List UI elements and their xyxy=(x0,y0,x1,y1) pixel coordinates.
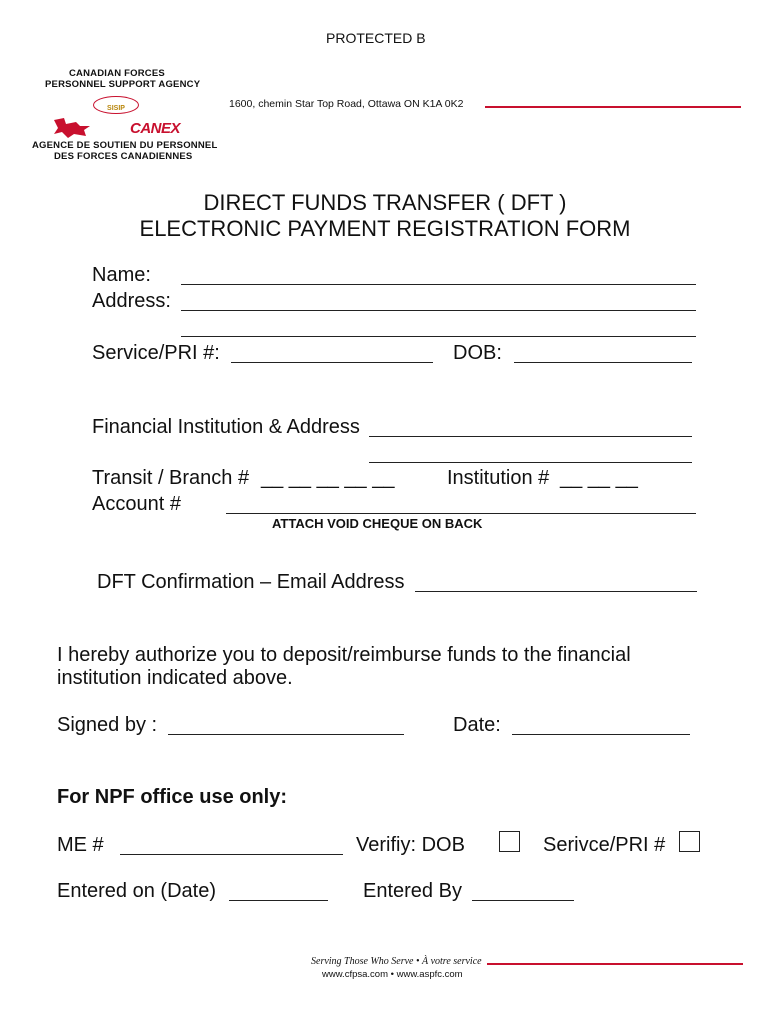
dob-label: DOB: xyxy=(453,342,502,364)
financial-institution-field-line2[interactable] xyxy=(369,444,692,463)
form-title-line1: DIRECT FUNDS TRANSFER ( DFT ) xyxy=(203,190,567,215)
org-en-line2: PERSONNEL SUPPORT AGENCY xyxy=(45,79,201,90)
account-label: Account # xyxy=(92,493,181,515)
footer-urls: www.cfpsa.com • www.aspfc.com xyxy=(322,969,463,980)
name-label: Name: xyxy=(92,264,151,286)
protected-label: PROTECTED B xyxy=(326,30,426,46)
org-fr-line1: AGENCE DE SOUTIEN DU PERSONNEL xyxy=(32,140,218,151)
verify-dob-label: Verifiy: DOB xyxy=(356,834,465,856)
header-red-rule xyxy=(485,106,741,108)
sisip-logo xyxy=(93,96,139,114)
dft-email-field[interactable] xyxy=(415,573,697,592)
org-fr-line2: DES FORCES CANADIENNES xyxy=(54,151,193,162)
entered-on-label: Entered on (Date) xyxy=(57,880,216,902)
name-field[interactable] xyxy=(181,266,696,285)
date-label: Date: xyxy=(453,714,501,736)
institution-number-label: Institution # xyxy=(447,467,550,489)
dft-email-label: DFT Confirmation – Email Address xyxy=(97,571,405,593)
financial-institution-field-line1[interactable] xyxy=(369,418,692,437)
date-field[interactable] xyxy=(512,716,690,735)
attach-void-cheque-note: ATTACH VOID CHEQUE ON BACK xyxy=(272,516,483,531)
entered-by-field[interactable] xyxy=(472,882,574,901)
service-pri-label: Service/PRI #: xyxy=(92,342,220,364)
footer-tagline: Serving Those Who Serve • À votre service xyxy=(311,956,482,967)
account-field[interactable] xyxy=(226,495,696,514)
signature-field[interactable] xyxy=(168,716,404,735)
authorization-text-line2: institution indicated above. xyxy=(57,667,293,689)
verify-dob-checkbox[interactable] xyxy=(499,831,520,852)
org-en-line1: CANADIAN FORCES xyxy=(69,68,165,79)
office-use-heading: For NPF office use only: xyxy=(57,786,288,808)
transit-branch-field[interactable]: __ __ __ __ __ xyxy=(261,467,395,489)
authorization-text-line1: I hereby authorize you to deposit/reimburse funds to the financial xyxy=(57,644,631,666)
org-name-fr xyxy=(32,140,217,162)
entered-by-label: Entered By xyxy=(363,880,462,902)
canex-logo: CANEX xyxy=(130,120,181,137)
address-label: Address: xyxy=(92,290,171,312)
financial-institution-label: Financial Institution & Address xyxy=(92,416,360,438)
cfpsa-leaf-icon xyxy=(50,116,92,138)
address-field-line1[interactable] xyxy=(181,292,696,311)
dob-field[interactable] xyxy=(514,344,692,363)
transit-branch-label: Transit / Branch # xyxy=(92,467,250,489)
institution-number-field[interactable]: __ __ __ xyxy=(560,467,638,489)
verify-service-checkbox[interactable] xyxy=(679,831,700,852)
footer-red-rule xyxy=(487,963,743,965)
signed-by-label: Signed by : xyxy=(57,714,158,736)
agency-address: 1600, chemin Star Top Road, Ottawa ON K1A 0K2 xyxy=(229,98,464,110)
org-name-en xyxy=(45,68,200,90)
me-number-field[interactable] xyxy=(120,836,343,855)
form-title-line2: ELECTRONIC PAYMENT REGISTRATION FORM xyxy=(139,216,631,241)
service-pri-field[interactable] xyxy=(231,344,433,363)
me-number-label: ME # xyxy=(57,834,104,856)
sisip-logo-text: SISIP xyxy=(107,105,125,112)
entered-on-field[interactable] xyxy=(229,882,328,901)
verify-service-label: Serivce/PRI # xyxy=(543,834,666,856)
address-field-line2[interactable] xyxy=(181,318,696,337)
